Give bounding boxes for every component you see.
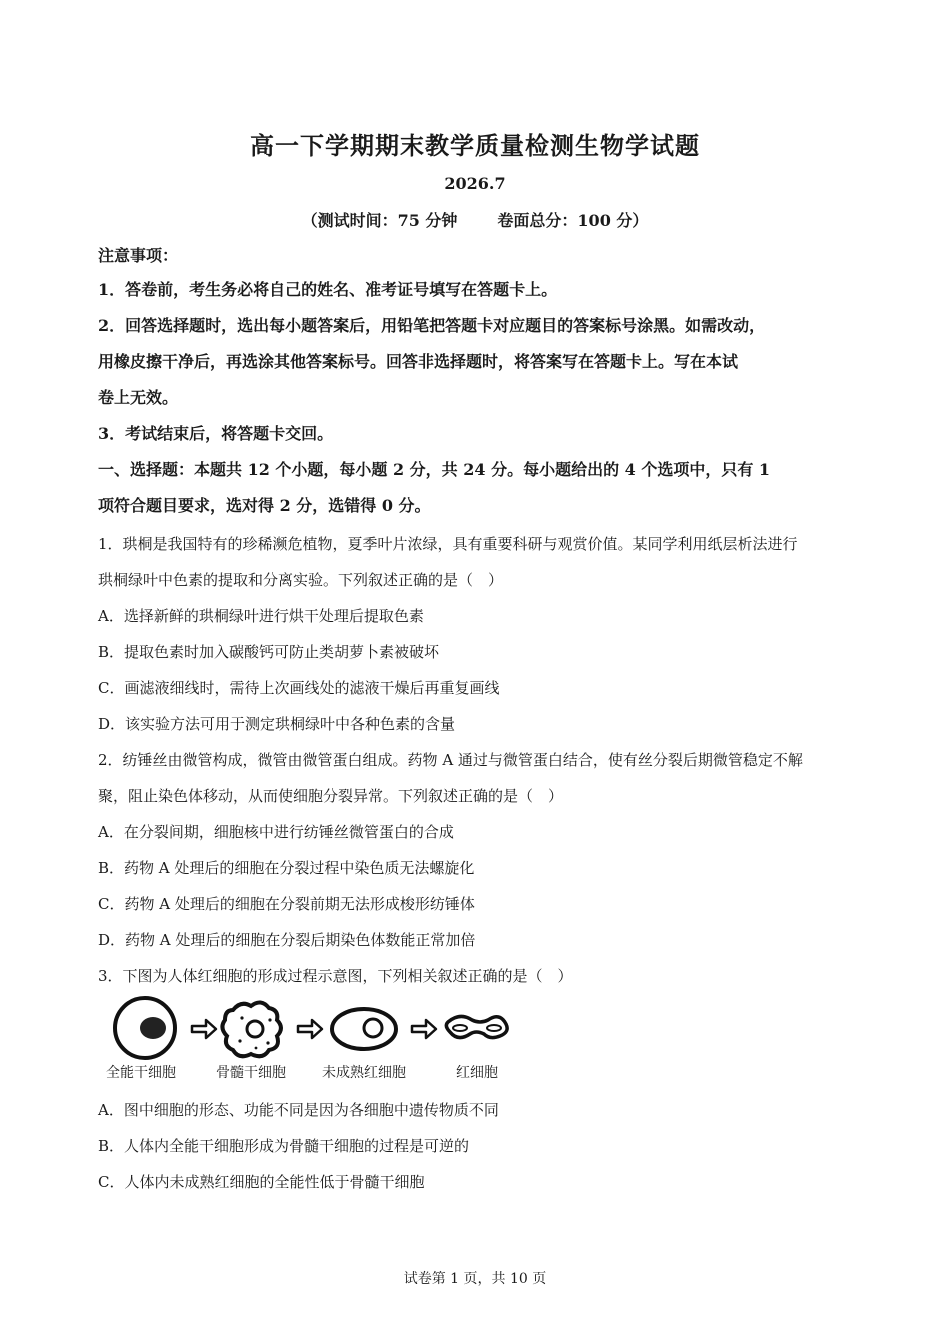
totipotent-stem-cell [115, 998, 175, 1058]
notice-item-2-line-1: 2．回答选择题时，选出每小题答案后，用铅笔把答题卡对应题目的答案标号涂黑。如需改动， [98, 316, 766, 335]
q2-option-c: C．药物 A 处理后的细胞在分裂前期无法形成梭形纺锤体 [98, 895, 475, 913]
notice-item-1: 1．答卷前，考生务必将自己的姓名、准考证号填写在答题卡上。 [98, 280, 558, 299]
q1-stem-line-2: 珙桐绿叶中色素的提取和分离实验。下列叙述正确的是（ ） [98, 571, 504, 589]
exam-meta [0, 208, 950, 231]
q3-option-b: B．人体内全能干细胞形成为骨髓干细胞的过程是可逆的 [98, 1137, 470, 1155]
immature-red-blood-cell [332, 1009, 396, 1049]
q2-option-a: A．在分裂间期，细胞核中进行纺锤丝微管蛋白的合成 [98, 823, 454, 841]
label-immature-red-blood-cell: 未成熟红细胞 [322, 1065, 406, 1081]
section-heading-line-2: 项符合题目要求，选对得 2 分，选错得 0 分。 [98, 496, 431, 515]
bone-marrow-stem-cell [222, 1002, 281, 1056]
notice-item-2-line-2: 用橡皮擦干净后，再选涂其他答案标号。回答非选择题时，将答案写在答题卡上。写在本试 [98, 352, 739, 371]
cell-diagram [100, 996, 520, 1066]
q1-option-a: A．选择新鲜的珙桐绿叶进行烘干处理后提取色素 [98, 607, 424, 625]
arrow-1-icon [192, 1020, 216, 1038]
exam-time: （测试时间：75 分钟 [301, 211, 458, 230]
notice-heading: 注意事项： [98, 246, 179, 265]
arrow-2-icon [298, 1020, 322, 1038]
q2-option-d: D．药物 A 处理后的细胞在分裂后期染色体数能正常加倍 [98, 931, 476, 949]
section-heading-line-1: 一、选择题：本题共 12 个小题，每小题 2 分，共 24 分。每小题给出的 4 个选项中，只有 1 [98, 460, 771, 479]
page-title: 高一下学期期末教学质量检测生物学试题 [250, 131, 700, 160]
q3-option-a: A．图中细胞的形态、功能不同是因为各细胞中遗传物质不同 [98, 1101, 499, 1119]
q2-stem-line-2: 聚，阻止染色体移动，从而使细胞分裂异常。下列叙述正确的是（ ） [98, 787, 564, 805]
notice-item-3: 3．考试结束后，将答题卡交回。 [98, 424, 334, 443]
label-bone-marrow-stem-cell: 骨髓干细胞 [216, 1065, 286, 1081]
q2-option-b: B．药物 A 处理后的细胞在分裂过程中染色质无法螺旋化 [98, 859, 475, 877]
q3-option-c: C．人体内未成熟红细胞的全能性低于骨髓干细胞 [98, 1173, 425, 1191]
exam-score: 卷面总分：100 分） [497, 211, 649, 230]
red-blood-cell [446, 1016, 507, 1037]
label-red-blood-cell: 红细胞 [456, 1065, 498, 1081]
notice-item-2-line-3: 卷上无效。 [98, 388, 179, 407]
cell-differentiation-figure [100, 996, 520, 1092]
q1-option-d: D．该实验方法可用于测定珙桐绿叶中各种色素的含量 [98, 715, 456, 733]
notice-block [98, 244, 858, 524]
page-footer: 试卷第 1 页，共 10 页 [403, 1271, 547, 1287]
q1-stem-line-1: 1．珙桐是我国特有的珍稀濒危植物，夏季叶片浓绿，具有重要科研与观赏价值。某同学利用纸层析法进行 [98, 535, 798, 553]
arrow-3-icon [412, 1020, 436, 1038]
label-totipotent-stem-cell: 全能干细胞 [106, 1065, 176, 1081]
q3-stem: 3．下图为人体红细胞的形成过程示意图，下列相关叙述正确的是（ ） [98, 967, 573, 985]
q2-stem-line-1: 2．纺锤丝由微管构成，微管由微管蛋白组成。药物 A 通过与微管蛋白结合，使有丝分裂后期微管稳定不解 [98, 751, 803, 769]
exam-date: 2026.7 [444, 174, 506, 193]
q1-option-b: B．提取色素时加入碳酸钙可防止类胡萝卜素被破坏 [98, 643, 440, 661]
q1-option-c: C．画滤液细线时，需待上次画线处的滤液干燥后再重复画线 [98, 679, 500, 697]
